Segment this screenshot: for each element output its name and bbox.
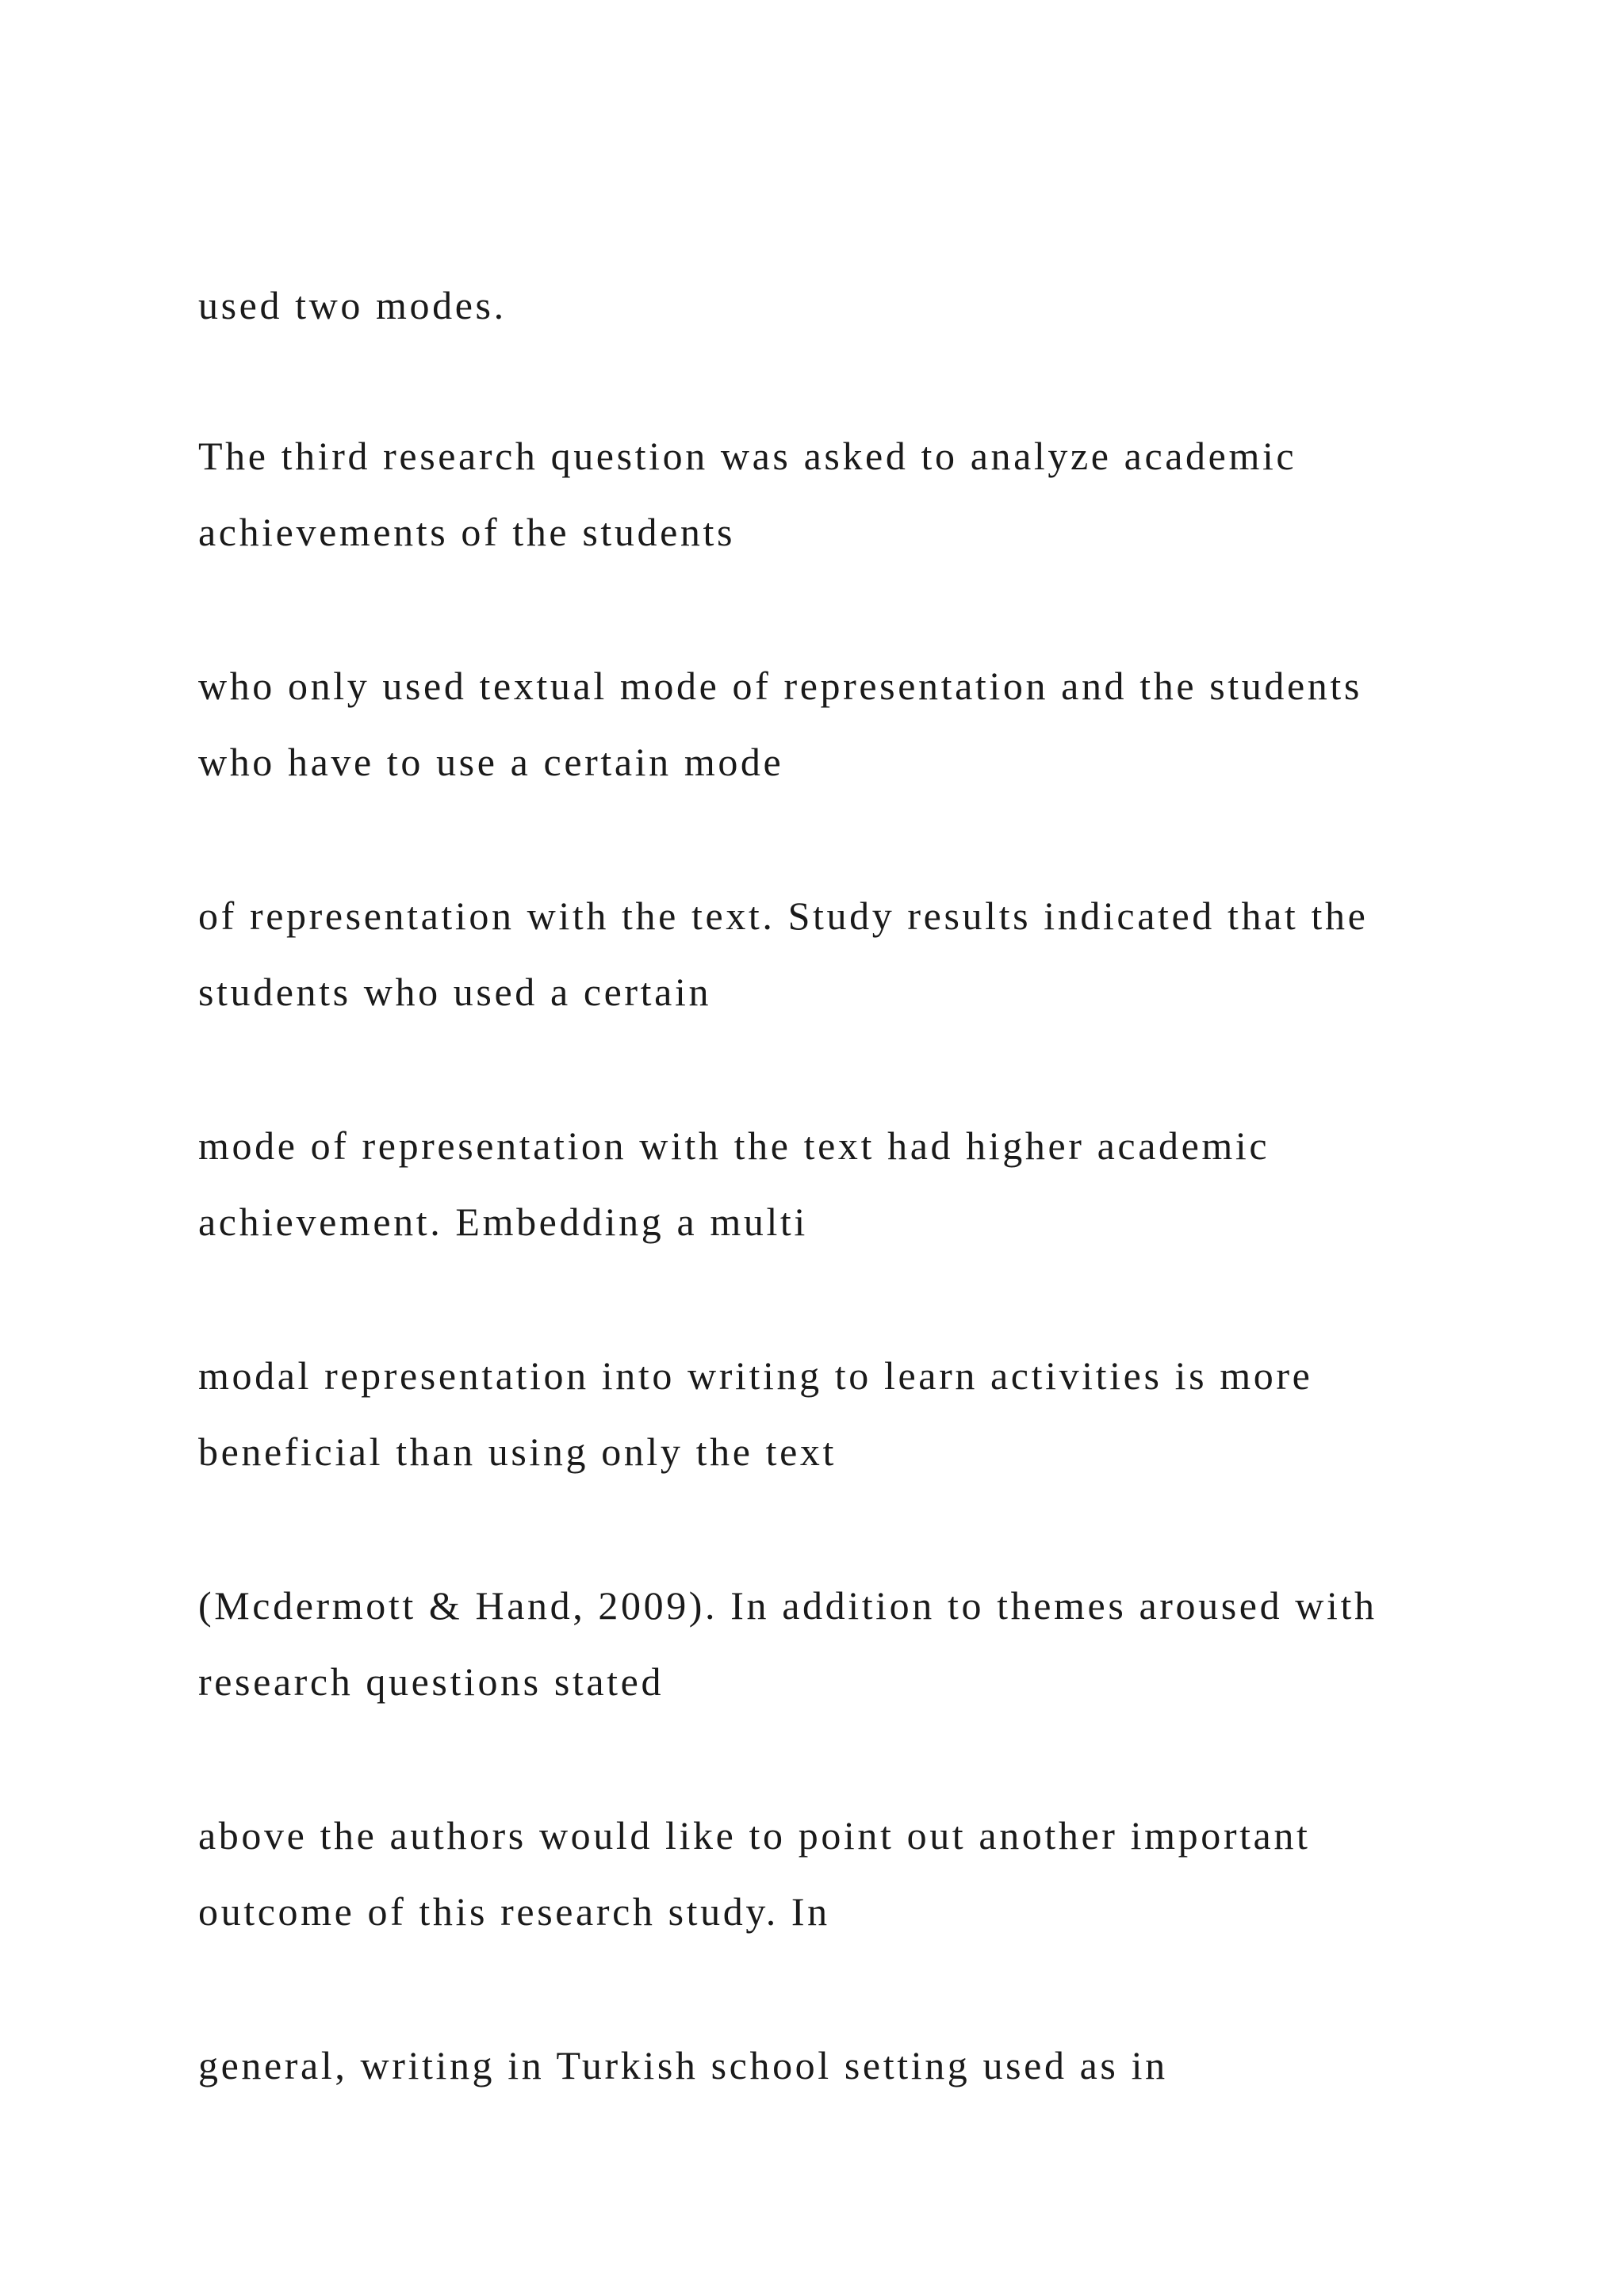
text-line: outcome of this research study. In [198, 1889, 830, 1934]
text-line: who only used textual mode of representation and the students [198, 664, 1362, 708]
text-line: beneficial than using only the text [198, 1429, 837, 1474]
text-line: achievement. Embedding a multi [198, 1200, 808, 1244]
text-line: mode of representation with the text had higher academic [198, 1123, 1270, 1168]
text-line: research questions stated [198, 1659, 665, 1704]
text-line: of representation with the text. Study results indicated that the [198, 894, 1369, 938]
text-line: general, writing in Turkish school setting used as in [198, 2043, 1168, 2087]
text-line: modal representation into writing to learn activities is more [198, 1353, 1313, 1398]
text-line: students who used a certain [198, 970, 712, 1014]
text-line: used two modes. [198, 283, 507, 327]
text-line: who have to use a certain mode [198, 740, 784, 784]
text-line: achievements of the students [198, 510, 736, 554]
text-line: above the authors would like to point out another important [198, 1813, 1311, 1858]
text-line: The third research question was asked to analyze academic [198, 434, 1297, 478]
text-line: (Mcdermott & Hand, 2009). In addition to themes aroused with [198, 1583, 1377, 1628]
